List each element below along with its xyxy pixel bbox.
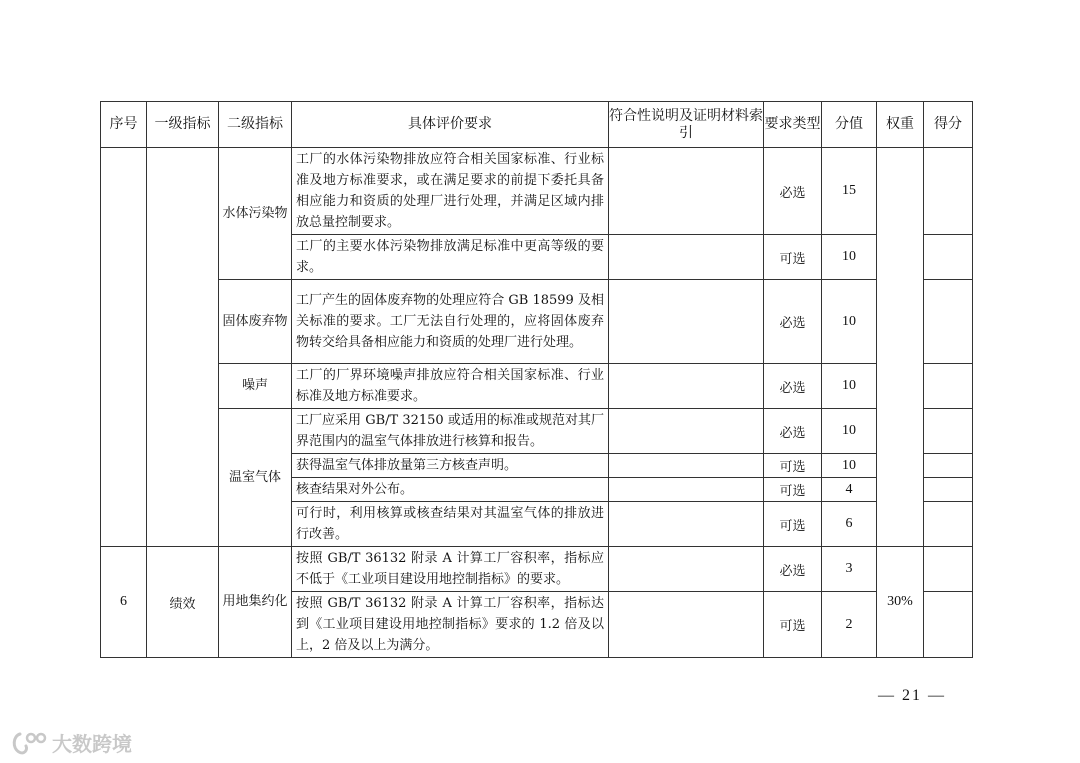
evidence-cell xyxy=(609,364,764,409)
result-cell xyxy=(924,235,973,280)
score-cell: 10 xyxy=(822,409,877,454)
weight-cell: 30% xyxy=(877,547,924,658)
requirement-cell: 工厂的水体污染物排放应符合相关国家标准、行业标准及地方标准要求，或在满足要求的前提下委托具备相应能力和资质的处理厂进行处理，并满足区域内排放总量控制要求。 xyxy=(292,148,609,235)
type-cell: 可选 xyxy=(764,454,822,478)
score-cell: 6 xyxy=(822,502,877,547)
result-cell xyxy=(924,592,973,658)
score-cell: 10 xyxy=(822,280,877,364)
score-cell: 10 xyxy=(822,454,877,478)
evidence-cell xyxy=(609,280,764,364)
evidence-cell xyxy=(609,592,764,658)
result-cell xyxy=(924,478,973,502)
type-cell: 可选 xyxy=(764,592,822,658)
evaluation-table-section-6 xyxy=(100,546,973,658)
type-cell: 可选 xyxy=(764,478,822,502)
secondary-indicator-cell: 温室气体 xyxy=(219,409,292,547)
evidence-cell xyxy=(609,502,764,547)
result-cell xyxy=(924,502,973,547)
seq-number-cell: 6 xyxy=(101,547,147,658)
requirement-cell: 按照 GB/T 36132 附录 A 计算工厂容积率，指标达到《工业项目建设用地控制指标》要求的 1.2 倍及以上，2 倍及以上为满分。 xyxy=(292,592,609,658)
score-cell: 10 xyxy=(822,364,877,409)
secondary-indicator-cell: 固体废弃物 xyxy=(219,280,292,364)
result-cell xyxy=(924,364,973,409)
requirement-cell: 工厂应采用 GB/T 32150 或适用的标准或规范对其厂界范围内的温室气体排放进行核算和报告。 xyxy=(292,409,609,454)
type-cell: 可选 xyxy=(764,502,822,547)
evaluation-table-page xyxy=(100,101,972,658)
type-cell: 可选 xyxy=(764,235,822,280)
result-cell xyxy=(924,409,973,454)
page-number: — 21 — xyxy=(878,687,946,704)
header-cell: 一级指标 xyxy=(147,102,219,148)
score-cell: 2 xyxy=(822,592,877,658)
watermark-text: 大数跨境 xyxy=(52,732,132,756)
type-cell: 必选 xyxy=(764,148,822,235)
type-cell: 必选 xyxy=(764,547,822,592)
seq-cell-empty xyxy=(101,148,147,547)
evidence-cell xyxy=(609,454,764,478)
score-cell: 10 xyxy=(822,235,877,280)
secondary-indicator-cell: 噪声 xyxy=(219,364,292,409)
watermark xyxy=(10,728,132,757)
evidence-cell xyxy=(609,478,764,502)
secondary-indicator-cell: 用地集约化 xyxy=(219,547,292,658)
table-row xyxy=(101,409,973,454)
table-header-row xyxy=(101,102,973,148)
requirement-cell: 核查结果对外公布。 xyxy=(292,478,609,502)
header-cell: 分值 xyxy=(822,102,877,148)
table-row xyxy=(101,364,973,409)
evidence-cell xyxy=(609,547,764,592)
score-cell: 3 xyxy=(822,547,877,592)
header-cell: 权重 xyxy=(877,102,924,148)
requirement-cell: 获得温室气体排放量第三方核查声明。 xyxy=(292,454,609,478)
primary-indicator-cell: 绩效 xyxy=(147,547,219,658)
result-cell xyxy=(924,547,973,592)
requirement-cell: 工厂产生的固体废弃物的处理应符合 GB 18599 及相关标准的要求。工厂无法自行处理的，应将固体废弃物转交给具备相应能力和资质的处理厂进行处理。 xyxy=(292,280,609,364)
header-cell: 二级指标 xyxy=(219,102,292,148)
evidence-cell xyxy=(609,235,764,280)
requirement-cell: 工厂的厂界环境噪声排放应符合相关国家标准、行业标准及地方标准要求。 xyxy=(292,364,609,409)
primary-cell-empty xyxy=(147,148,219,547)
result-cell xyxy=(924,454,973,478)
type-cell: 必选 xyxy=(764,409,822,454)
requirement-cell: 工厂的主要水体污染物排放满足标准中更高等级的要求。 xyxy=(292,235,609,280)
table-row xyxy=(101,547,973,592)
table-row xyxy=(101,148,973,235)
result-cell xyxy=(924,148,973,235)
evaluation-table xyxy=(100,101,973,547)
brand-logo-icon xyxy=(10,730,48,756)
type-cell: 必选 xyxy=(764,364,822,409)
header-cell: 要求类型 xyxy=(764,102,822,148)
result-cell xyxy=(924,280,973,364)
evidence-cell xyxy=(609,148,764,235)
evidence-cell xyxy=(609,409,764,454)
secondary-indicator-cell: 水体污染物 xyxy=(219,148,292,280)
weight-cell-empty xyxy=(877,148,924,547)
type-cell: 必选 xyxy=(764,280,822,364)
requirement-cell: 按照 GB/T 36132 附录 A 计算工厂容积率，指标应不低于《工业项目建设用地控制指标》的要求。 xyxy=(292,547,609,592)
score-cell: 15 xyxy=(822,148,877,235)
header-cell: 符合性说明及证明材料索引 xyxy=(609,102,764,148)
requirement-cell: 可行时，利用核算或核查结果对其温室气体的排放进行改善。 xyxy=(292,502,609,547)
score-cell: 4 xyxy=(822,478,877,502)
table-row xyxy=(101,280,973,364)
header-cell: 具体评价要求 xyxy=(292,102,609,148)
header-cell: 得分 xyxy=(924,102,973,148)
header-cell: 序号 xyxy=(101,102,147,148)
